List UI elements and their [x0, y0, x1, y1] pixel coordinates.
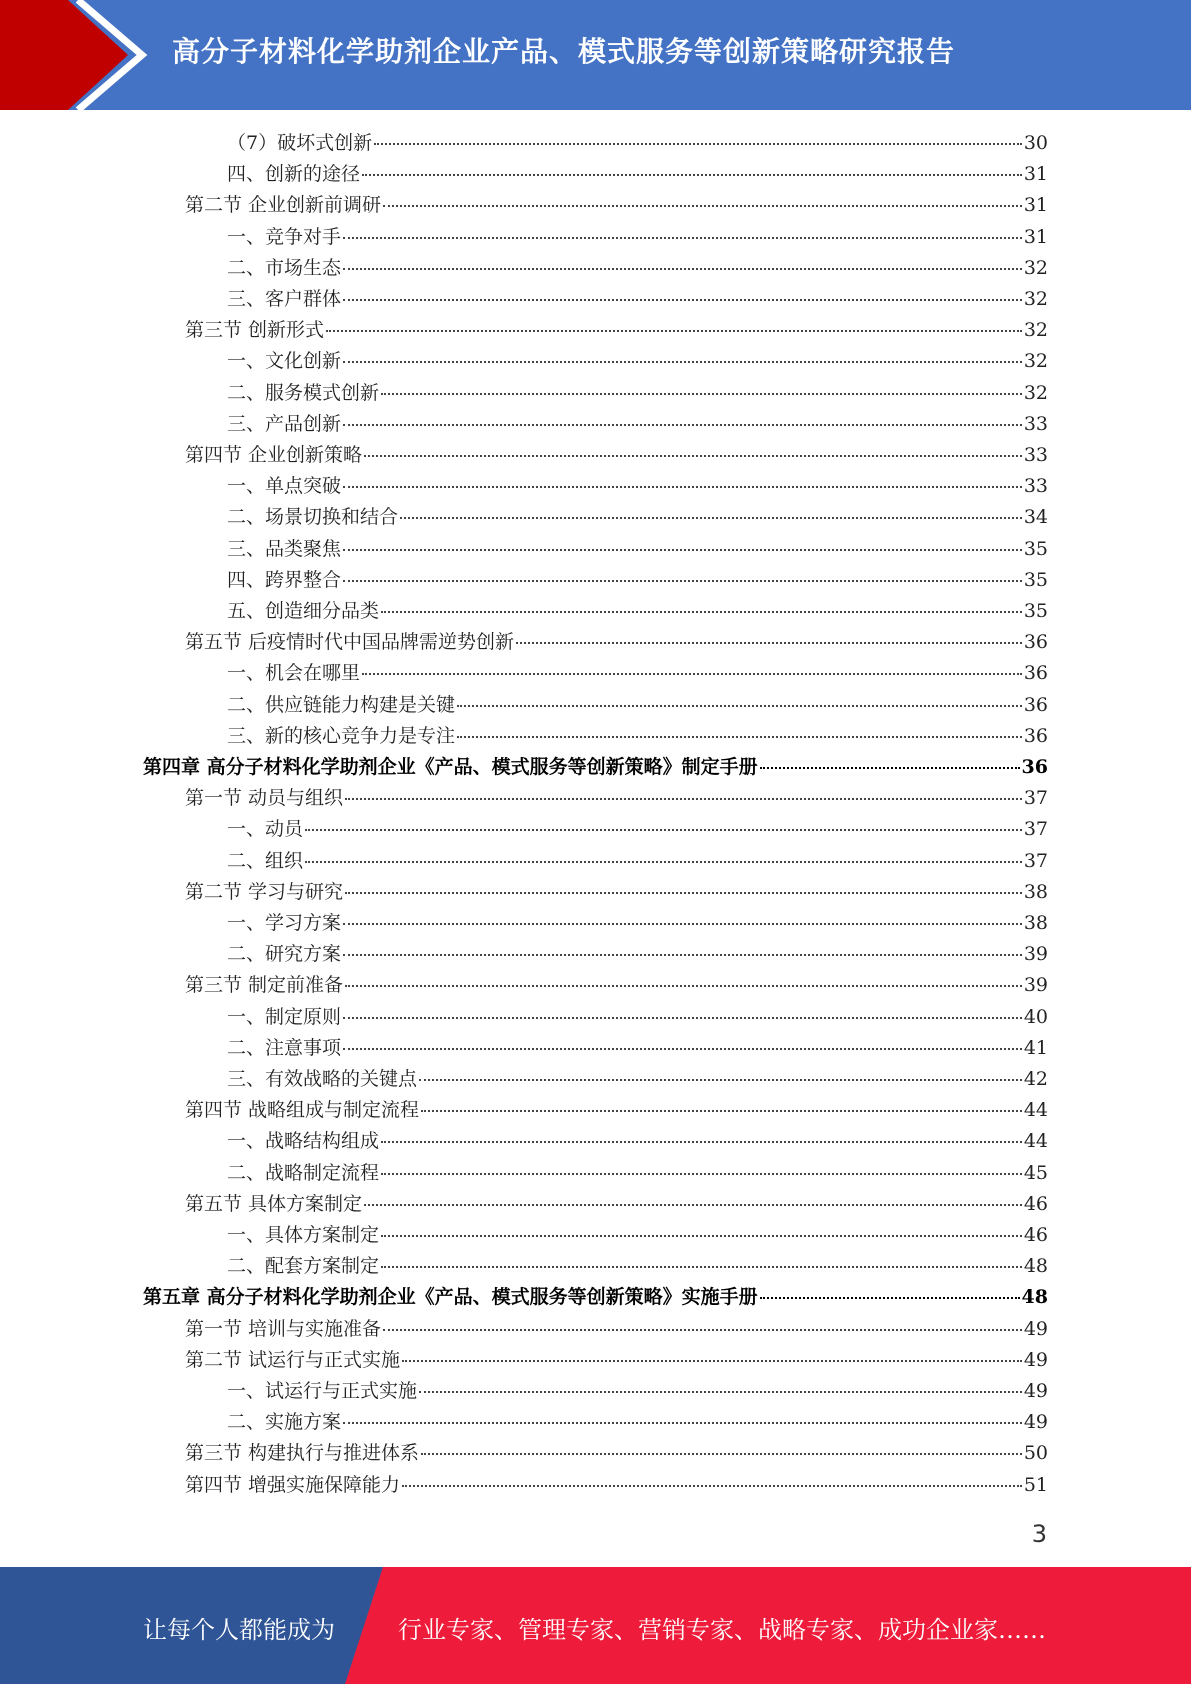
toc-dot-leader: [305, 861, 1022, 863]
toc-entry-label: 二、服务模式创新: [227, 381, 380, 404]
toc-entry-page: 38: [1023, 880, 1048, 903]
toc-subsection-entry[interactable]: [227, 159, 1048, 190]
toc-subsection-entry[interactable]: [227, 1158, 1048, 1189]
toc-entry-label: 第二节 试运行与正式实施: [185, 1348, 401, 1371]
toc-entry-page: 36: [1023, 724, 1048, 747]
toc-entry-page: 31: [1023, 163, 1048, 186]
toc-entry-page: 33: [1023, 412, 1048, 435]
toc-entry-label: 五、创造细分品类: [227, 600, 380, 622]
toc-entry-page: 42: [1023, 1068, 1048, 1090]
toc-entry-label: 二、市场生态: [227, 256, 342, 279]
toc-subsection-entry[interactable]: [227, 596, 1048, 627]
toc-dot-leader: [362, 174, 1022, 176]
toc-dot-leader: [381, 1266, 1022, 1268]
toc-subsection-entry[interactable]: [227, 471, 1048, 502]
toc-dot-leader: [343, 486, 1022, 488]
toc-entry-label: 二、场景切换和结合: [227, 506, 399, 529]
toc-entry-label: 第四节 企业创新策略: [185, 444, 363, 466]
toc-section-entry[interactable]: [185, 315, 1048, 346]
toc-dot-leader: [419, 1079, 1022, 1081]
toc-entry-label: 第五节 后疫情时代中国品牌需逆势创新: [185, 631, 515, 654]
toc-entry-label: 第三节 构建执行与推进体系: [185, 1442, 420, 1465]
toc-entry-page: 32: [1023, 288, 1048, 310]
toc-subsection-entry[interactable]: [227, 814, 1048, 845]
toc-entry-label: 三、品类聚焦: [227, 537, 342, 560]
header-chevron-decoration: [0, 0, 160, 110]
toc-dot-leader: [402, 1485, 1022, 1487]
toc-subsection-entry[interactable]: [227, 409, 1048, 440]
toc-dot-leader: [343, 299, 1022, 301]
toc-section-entry[interactable]: [185, 1470, 1048, 1501]
toc-entry-label: 一、制定原则: [227, 1005, 342, 1028]
toc-entry-page: 37: [1023, 849, 1048, 872]
toc-dot-leader: [364, 455, 1022, 457]
toc-dot-leader: [457, 736, 1022, 738]
toc-section-entry[interactable]: [185, 190, 1048, 221]
toc-subsection-entry[interactable]: [227, 502, 1048, 533]
toc-entry-page: 48: [1023, 1255, 1048, 1278]
toc-subsection-entry[interactable]: [227, 939, 1048, 970]
toc-entry-label: 第一节 动员与组织: [185, 787, 344, 810]
toc-entry-label: 三、有效战略的关键点: [227, 1068, 418, 1090]
toc-entry-label: 一、文化创新: [227, 350, 342, 373]
toc-dot-leader: [343, 954, 1022, 956]
toc-subsection-entry[interactable]: [227, 1251, 1048, 1282]
toc-dot-leader: [343, 1017, 1022, 1019]
toc-entry-page: 30: [1023, 132, 1048, 154]
toc-entry-page: 46: [1023, 1192, 1048, 1215]
toc-entry-page: 35: [1023, 600, 1048, 622]
toc-section-entry[interactable]: [185, 1438, 1048, 1469]
toc-dot-leader: [760, 1297, 1020, 1299]
toc-dot-leader: [383, 1329, 1022, 1331]
toc-subsection-entry[interactable]: [227, 1376, 1048, 1407]
toc-entry-label: 二、战略制定流程: [227, 1161, 380, 1184]
toc-entry-label: （7）破坏式创新: [227, 132, 373, 154]
page-number: 3: [1031, 1520, 1047, 1548]
toc-dot-leader: [343, 268, 1022, 270]
toc-entry-page: 40: [1023, 1005, 1048, 1028]
toc-entry-page: 41: [1023, 1036, 1048, 1059]
toc-section-entry[interactable]: [185, 440, 1048, 471]
toc-entry-page: 36: [1023, 693, 1048, 716]
toc-entry-page: 49: [1023, 1348, 1048, 1371]
toc-entry-label: 二、供应链能力构建是关键: [227, 693, 456, 716]
toc-section-entry[interactable]: [185, 1189, 1048, 1220]
toc-chapter-entry[interactable]: [143, 1282, 1048, 1313]
toc-entry-label: 第四章 高分子材料化学助剂企业《产品、模式服务等创新策略》制定手册: [143, 756, 758, 778]
toc-entry-label: 四、创新的途径: [227, 163, 361, 186]
toc-subsection-entry[interactable]: [227, 1407, 1048, 1438]
toc-entry-page: 49: [1023, 1411, 1048, 1434]
toc-entry-page: 32: [1023, 350, 1048, 373]
toc-entry-page: 31: [1023, 194, 1048, 217]
toc-subsection-entry[interactable]: [227, 1033, 1048, 1064]
toc-entry-page: 38: [1023, 912, 1048, 934]
toc-dot-leader: [516, 642, 1022, 644]
toc-subsection-entry[interactable]: [227, 658, 1048, 689]
toc-entry-page: 45: [1023, 1161, 1048, 1184]
toc-entry-page: 39: [1023, 974, 1048, 997]
toc-entry-page: 44: [1023, 1130, 1048, 1153]
toc-dot-leader: [362, 673, 1022, 675]
footer-banner: [0, 1567, 1191, 1684]
toc-dot-leader: [419, 1391, 1022, 1393]
toc-entry-label: 二、注意事项: [227, 1036, 342, 1059]
toc-entry-page: 39: [1023, 943, 1048, 966]
toc-dot-leader: [421, 1110, 1022, 1112]
toc-entry-label: 一、学习方案: [227, 912, 342, 934]
toc-section-entry[interactable]: [185, 970, 1048, 1001]
footer-slogan-left: 让每个人都能成为: [143, 1616, 335, 1644]
toc-entry-page: 48: [1021, 1286, 1048, 1309]
toc-subsection-entry[interactable]: [227, 1064, 1048, 1095]
toc-entry-label: 第三节 制定前准备: [185, 974, 344, 997]
toc-entry-page: 44: [1023, 1099, 1048, 1122]
toc-dot-leader: [343, 1048, 1022, 1050]
toc-entry-label: 第二节 学习与研究: [185, 880, 344, 903]
toc-entry-page: 36: [1023, 631, 1048, 654]
toc-subsection-entry[interactable]: [227, 378, 1048, 409]
toc-dot-leader: [305, 829, 1022, 831]
toc-entry-page: 51: [1023, 1473, 1048, 1496]
toc-entry-label: 第五节 具体方案制定: [185, 1192, 363, 1215]
toc-dot-leader: [343, 580, 1022, 582]
toc-subsection-entry[interactable]: [227, 1002, 1048, 1033]
toc-entry-page: 37: [1023, 818, 1048, 841]
toc-entry-page: 46: [1023, 1224, 1048, 1246]
toc-subsection-entry[interactable]: [227, 565, 1048, 596]
toc-dot-leader: [345, 892, 1022, 894]
toc-dot-leader: [381, 1235, 1022, 1237]
toc-entry-page: 33: [1023, 444, 1048, 466]
toc-dot-leader: [326, 330, 1022, 332]
footer-slogan-right: 行业专家、管理专家、营销专家、战略专家、成功企业家……: [398, 1616, 1046, 1644]
toc-subsection-entry[interactable]: [227, 908, 1048, 939]
toc-subsection-entry[interactable]: [227, 1126, 1048, 1157]
toc-entry-page: 50: [1023, 1442, 1048, 1465]
toc-entry-label: 四、跨界整合: [227, 568, 342, 591]
toc-subsection-entry[interactable]: [227, 1220, 1048, 1251]
toc-chapter-entry[interactable]: [143, 752, 1048, 783]
toc-entry-label: 二、实施方案: [227, 1411, 342, 1434]
toc-entry-label: 一、试运行与正式实施: [227, 1380, 418, 1402]
toc-subsection-entry[interactable]: [227, 534, 1048, 565]
toc-entry-page: 31: [1023, 225, 1048, 248]
toc-entry-label: 一、竞争对手: [227, 225, 342, 248]
toc-dot-leader: [343, 549, 1022, 551]
toc-dot-leader: [345, 985, 1022, 987]
toc-entry-page: 32: [1023, 381, 1048, 404]
toc-entry-label: 二、组织: [227, 849, 304, 872]
toc-entry-label: 第四节 战略组成与制定流程: [185, 1099, 420, 1122]
toc-entry-label: 一、单点突破: [227, 475, 342, 498]
toc-subsection-entry[interactable]: [227, 128, 1048, 159]
toc-dot-leader: [343, 424, 1022, 426]
toc-entry-label: 第四节 增强实施保障能力: [185, 1473, 401, 1496]
toc-dot-leader: [760, 767, 1020, 769]
toc-entry-label: 三、新的核心竞争力是专注: [227, 724, 456, 747]
toc-dot-leader: [381, 1141, 1022, 1143]
toc-dot-leader: [343, 923, 1022, 925]
toc-entry-label: 第一节 培训与实施准备: [185, 1317, 382, 1340]
toc-entry-label: 一、动员: [227, 818, 304, 841]
toc-entry-page: 49: [1023, 1317, 1048, 1340]
toc-dot-leader: [343, 237, 1022, 239]
toc-entry-label: 第五章 高分子材料化学助剂企业《产品、模式服务等创新策略》实施手册: [143, 1286, 758, 1309]
toc-dot-leader: [381, 611, 1022, 613]
toc-dot-leader: [400, 517, 1022, 519]
toc-entry-page: 32: [1023, 256, 1048, 279]
toc-dot-leader: [343, 1422, 1022, 1424]
toc-section-entry[interactable]: [185, 627, 1048, 658]
toc-entry-page: 33: [1023, 475, 1048, 498]
toc-dot-leader: [374, 143, 1022, 145]
toc-entry-label: 一、机会在哪里: [227, 662, 361, 685]
toc-entry-label: 三、产品创新: [227, 412, 342, 435]
toc-section-entry[interactable]: [185, 1345, 1048, 1376]
toc-subsection-entry[interactable]: [227, 222, 1048, 253]
toc-entry-label: 一、战略结构组成: [227, 1130, 380, 1153]
toc-dot-leader: [345, 798, 1022, 800]
toc-dot-leader: [343, 361, 1022, 363]
toc-subsection-entry[interactable]: [227, 346, 1048, 377]
toc-dot-leader: [381, 1173, 1022, 1175]
header-banner: [0, 0, 1191, 110]
toc-dot-leader: [381, 393, 1022, 395]
toc-dot-leader: [383, 205, 1022, 207]
toc-subsection-entry[interactable]: [227, 284, 1048, 315]
toc-dot-leader: [402, 1360, 1022, 1362]
toc-section-entry[interactable]: [185, 877, 1048, 908]
toc-subsection-entry[interactable]: [227, 721, 1048, 752]
toc-dot-leader: [421, 1453, 1022, 1455]
toc-subsection-entry[interactable]: [227, 253, 1048, 284]
toc-subsection-entry[interactable]: [227, 690, 1048, 721]
toc-entry-label: 第三节 创新形式: [185, 319, 325, 342]
toc-dot-leader: [457, 705, 1022, 707]
toc-entry-page: 36: [1021, 756, 1048, 778]
toc-entry-label: 二、研究方案: [227, 943, 342, 966]
toc-entry-page: 35: [1023, 568, 1048, 591]
toc-entry-page: 35: [1023, 537, 1048, 560]
toc-dot-leader: [364, 1204, 1022, 1206]
toc-entry-page: 49: [1023, 1380, 1048, 1402]
toc-entry-label: 三、客户群体: [227, 288, 342, 310]
toc-entry-page: 36: [1023, 662, 1048, 685]
toc-entry-label: 第二节 企业创新前调研: [185, 194, 382, 217]
toc-entry-page: 34: [1023, 506, 1048, 529]
toc-entry-label: 一、具体方案制定: [227, 1224, 380, 1246]
toc-section-entry[interactable]: [185, 1314, 1048, 1345]
toc-section-entry[interactable]: [185, 1095, 1048, 1126]
toc-entry-page: 37: [1023, 787, 1048, 810]
toc-section-entry[interactable]: [185, 783, 1048, 814]
report-title: 高分子材料化学助剂企业产品、模式服务等创新策略研究报告: [172, 35, 956, 68]
toc-entry-page: 32: [1023, 319, 1048, 342]
toc-entry-label: 二、配套方案制定: [227, 1255, 380, 1278]
toc-subsection-entry[interactable]: [227, 846, 1048, 877]
